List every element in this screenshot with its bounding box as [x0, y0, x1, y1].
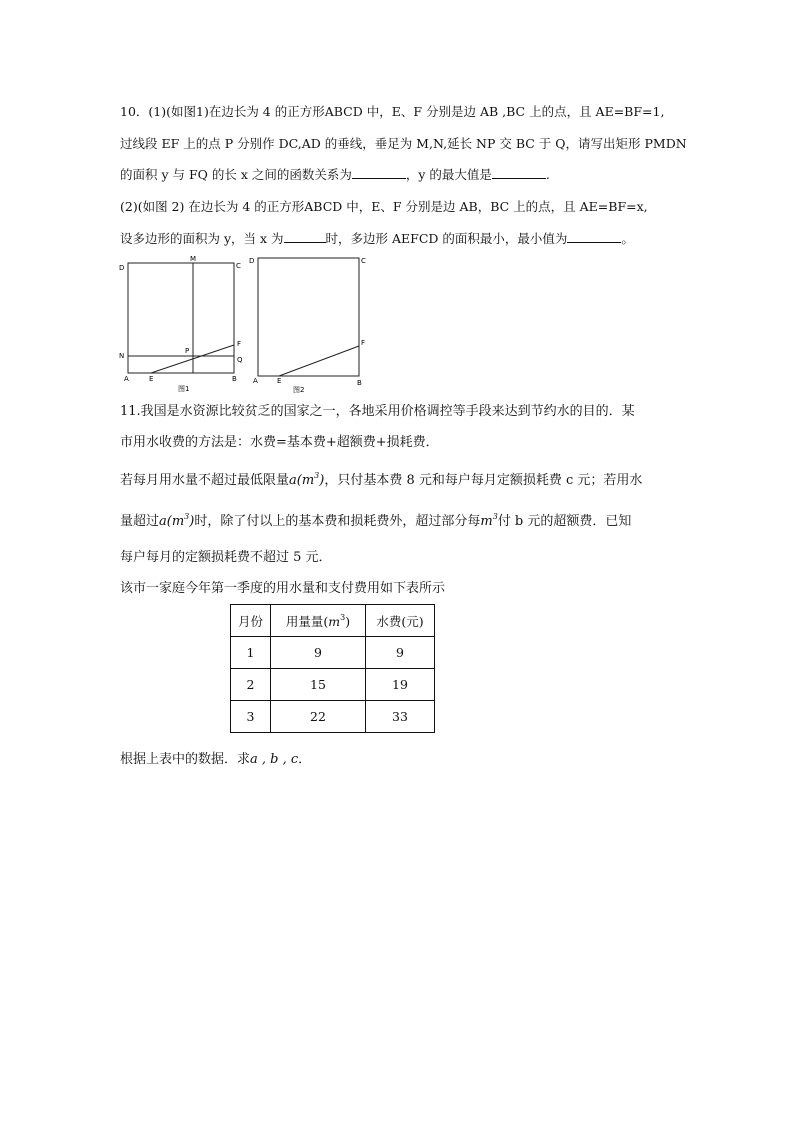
- answer-blank-min-area[interactable]: [567, 231, 621, 243]
- table-cell: 3: [231, 701, 271, 733]
- fig1-label-A: A: [124, 375, 129, 383]
- p11-line2: 市用水收费的方法是：水费=基本费+超额费+损耗费．: [120, 435, 439, 450]
- answer-blank-function[interactable]: [352, 167, 406, 179]
- fig1-label-D: D: [119, 264, 125, 272]
- p11-line4-text-c: 付 b 元的超额费．已知: [497, 514, 632, 529]
- fig2-label-D: D: [249, 257, 255, 265]
- p11-line4-text-a: 量超过: [120, 514, 160, 529]
- p10-line4: (2)(如图 2) 在边长为 4 的正方形ABCD 中，E、F 分别是边 AB，BC 上的点，且 AE=BF=x,: [120, 199, 648, 214]
- fig1-label-Q: Q: [237, 356, 243, 364]
- fig2-label-E: E: [277, 377, 282, 385]
- math-a-m3: $a(m^3)$: [289, 471, 325, 488]
- table-cell: 9: [271, 637, 366, 669]
- p10-line5: [120, 231, 634, 247]
- fig2-label-F: F: [361, 339, 366, 347]
- table-cell: 1: [231, 637, 271, 669]
- fig2-caption: 图2: [293, 386, 305, 394]
- p11-line5: 每户每月的定额损耗费不超过 5 元．: [120, 550, 332, 565]
- figure-2: [247, 253, 377, 399]
- table-cell: 19: [366, 669, 435, 701]
- p10-line3-text-b: ，y 的最大值是: [405, 167, 492, 182]
- p11-line4: [120, 514, 631, 530]
- p11-line3-text-a: 若每月用水量不超过最低限量: [120, 473, 290, 488]
- math-m3-unit: $m^3$: [480, 512, 498, 529]
- table-header-fee: 水费(元): [366, 605, 435, 637]
- p11-line7: [120, 752, 311, 768]
- p11-line3: [120, 473, 642, 489]
- p11-line3-text-b: ，只付基本费 8 元和每户每月定额损耗费 c 元；若用水: [324, 473, 643, 488]
- fig1-label-E: E: [149, 375, 154, 383]
- fig1-label-B: B: [232, 375, 237, 383]
- fig2-label-C: C: [361, 257, 366, 265]
- water-usage-table: [230, 604, 435, 733]
- p10-line2: 过线段 EF 上的点 P 分别作 DC,AD 的垂线，垂足为 M,N,延长 NP 交 BC 于 Q，请写出矩形 PMDN: [120, 136, 687, 151]
- p11-line1: 11.我国是水资源比较贫乏的国家之一，各地采用价格调控等手段来达到节约水的目的．某: [120, 404, 635, 419]
- fig1-label-M: M: [190, 255, 197, 263]
- table-header-row: [231, 605, 435, 637]
- table-cell: 9: [366, 637, 435, 669]
- table-cell: 2: [231, 669, 271, 701]
- p10-line5-text-b: 时，多边形 AEFCD 的面积最小，最小值为: [325, 231, 568, 246]
- fig1-label-N: N: [119, 352, 125, 360]
- p11-line4-text-b: 时，除了付以上的基本费和损耗费外，超过部分每: [194, 514, 481, 529]
- p11-line7-text-a: 根据上表中的数据．求: [120, 752, 251, 767]
- fig1-caption: 图1: [178, 385, 190, 393]
- figure-1: [118, 255, 253, 399]
- p11-line6: 该市一家庭今年第一季度的用水量和支付费用如下表所示: [120, 581, 446, 596]
- p10-line3: [120, 167, 550, 183]
- fig2-label-A: A: [253, 377, 258, 385]
- p10-line1: 10．(1)(如图1)在边长为 4 的正方形ABCD 中，E、F 分别是边 AB ,BC 上的点，且 AE=BF=1,: [120, 104, 665, 119]
- fig1-label-C: C: [236, 262, 241, 270]
- table-header-usage: 用量量$(m^3)$: [271, 605, 366, 637]
- p10-line5-text-c: 。: [621, 231, 634, 246]
- p10-line3-text-a: 的面积 y 与 FQ 的长 x 之间的函数关系为: [120, 167, 352, 182]
- math-a-m3-second: $a(m^3)$: [159, 512, 195, 529]
- table-row: [231, 669, 435, 701]
- p11-line7-text-b: ．: [298, 752, 312, 767]
- fig2-label-B: B: [357, 379, 362, 387]
- table-cell: 22: [271, 701, 366, 733]
- table-header-month: 月份: [231, 605, 271, 637]
- fig1-label-F: F: [237, 340, 242, 348]
- answer-blank-max-value[interactable]: [492, 167, 546, 179]
- answer-blank-x-value[interactable]: [284, 231, 326, 243]
- table-cell: 33: [366, 701, 435, 733]
- math-vars: a , b , c: [250, 752, 299, 767]
- table-row: [231, 701, 435, 733]
- table-cell: 15: [271, 669, 366, 701]
- p10-line5-text-a: 设多边形的面积为 y，当 x 为: [120, 231, 284, 246]
- table-row: [231, 637, 435, 669]
- p10-line3-text-c: .: [545, 167, 550, 182]
- fig1-label-P: P: [185, 347, 190, 355]
